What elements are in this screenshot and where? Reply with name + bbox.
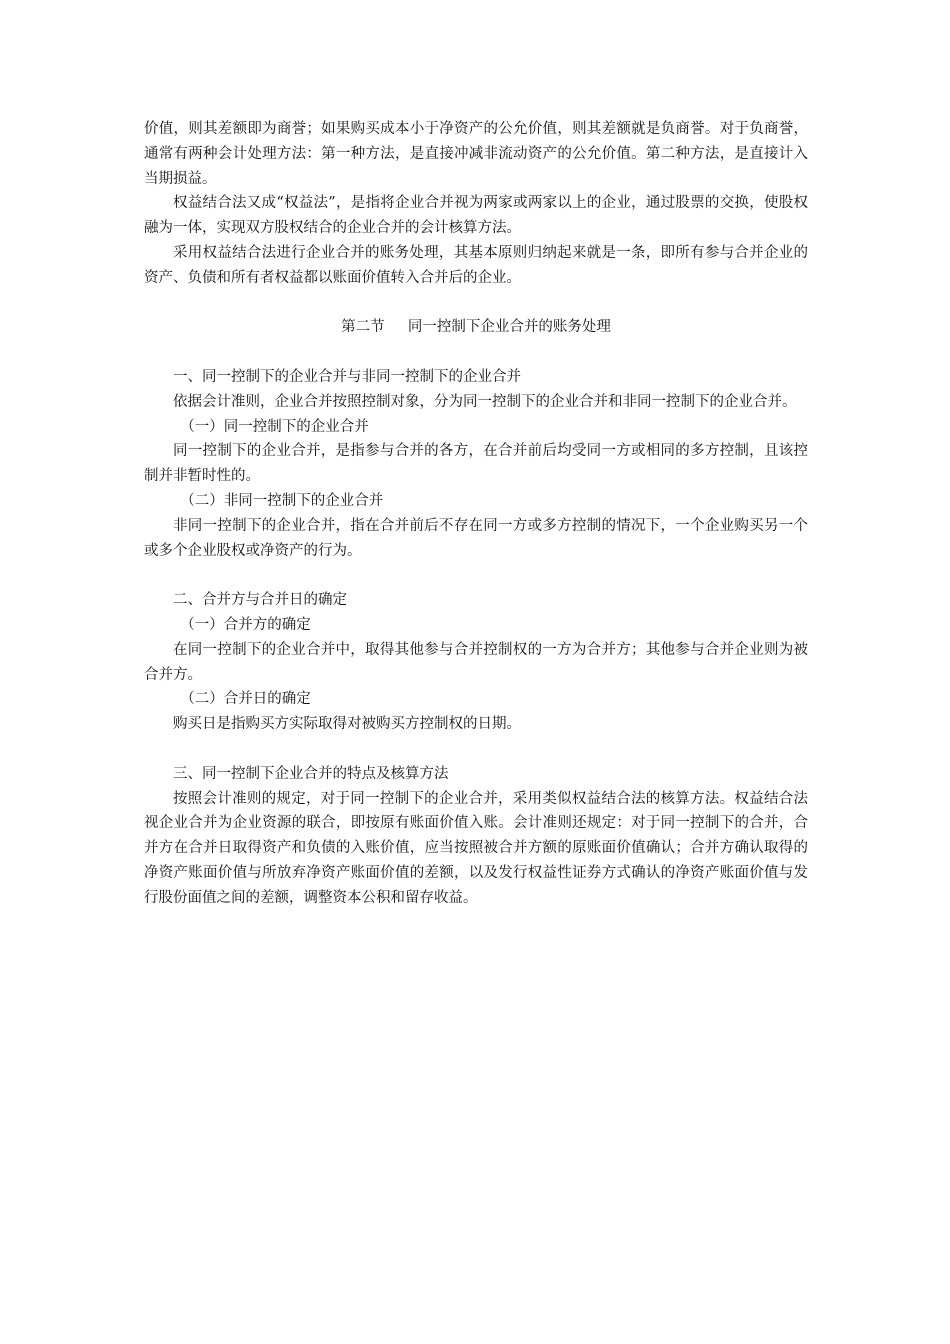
part1-subparagraph-2: 非同一控制下的企业合并，指在合并前后不存在同一方或多方控制的情况下，一个企业购买另一个或多个企业股权或净资产的行为。 bbox=[144, 517, 808, 559]
part3-paragraph: 按照会计准则的规定，对于同一控制下的企业合并，采用类似权益结合法的核算方法。权益结合法视企业合并为企业资源的联合，即按原有账面价值入账。会计准则还规定：对于同一控制下的合并，合并方在合并日取得资产和负债的入账价值，应当按照被合并方额的原账面价值确认；合并方确认取得的净资产账面价值与所放弃净资产账面价值的差额，以及发行权益性证券方式确认的净资产账面价值与发行股份面值之间的差额，调整资本公积和留存收益。 bbox=[144, 790, 808, 906]
intro-paragraph-2: 权益结合法又成“权益法”，是指将企业合并视为两家或两家以上的企业，通过股票的交换，使股权融为一体，实现双方股权结合的企业合并的会计核算方法。 bbox=[144, 195, 808, 237]
part1-heading: 一、同一控制下的企业合并与非同一控制下的企业合并 bbox=[173, 368, 521, 385]
spacer bbox=[144, 563, 808, 588]
spacer bbox=[144, 291, 808, 316]
part1-subheading-1: （一）同一控制下的企业合并 bbox=[180, 418, 369, 435]
part2-subheading-2: （二）合并日的确定 bbox=[180, 691, 311, 708]
part2-subparagraph-1: 在同一控制下的企业合并中，取得其他参与合并控制权的一方为合并方；其他参与合并企业则为被合并方。 bbox=[144, 641, 808, 683]
spacer bbox=[144, 340, 808, 365]
part2-subheading-1: （一）合并方的确定 bbox=[180, 616, 311, 633]
part1-subheading-2: （二）非同一控制下的企业合并 bbox=[180, 492, 384, 509]
part3-heading: 三、同一控制下企业合并的特点及核算方法 bbox=[173, 765, 449, 782]
intro-paragraph-3: 采用权益结合法进行企业合并的账务处理，其基本原则归纳起来就是一条，即所有参与合并企业的资产、负债和所有者权益都以账面价值转入合并后的企业。 bbox=[144, 244, 808, 286]
document-page bbox=[144, 117, 808, 911]
section-title bbox=[144, 315, 808, 340]
part1-paragraph: 依据会计准则，企业合并按照控制对象，分为同一控制下的企业合并和非同一控制下的企业合并。 bbox=[173, 393, 797, 410]
section-number: 第二节 bbox=[341, 319, 385, 336]
part1-subparagraph-1: 同一控制下的企业合并，是指参与合并的各方，在合并前后均受同一方或相同的多方控制，且该控制并非暂时性的。 bbox=[144, 443, 808, 485]
part2-heading: 二、合并方与合并日的确定 bbox=[173, 592, 347, 609]
part2-subparagraph-2: 购买日是指购买方实际取得对被购买方控制权的日期。 bbox=[173, 716, 521, 733]
spacer bbox=[144, 737, 808, 762]
intro-paragraph-1: 价值，则其差额即为商誉；如果购买成本小于净资产的公允价值，则其差额就是负商誉。对于负商誉，通常有两种会计处理方法：第一种方法，是直接冲减非流动资产的公允价值。第二种方法，是直接计入当期损益。 bbox=[144, 121, 808, 187]
section-title-text: 同一控制下企业合并的账务处理 bbox=[407, 319, 611, 336]
